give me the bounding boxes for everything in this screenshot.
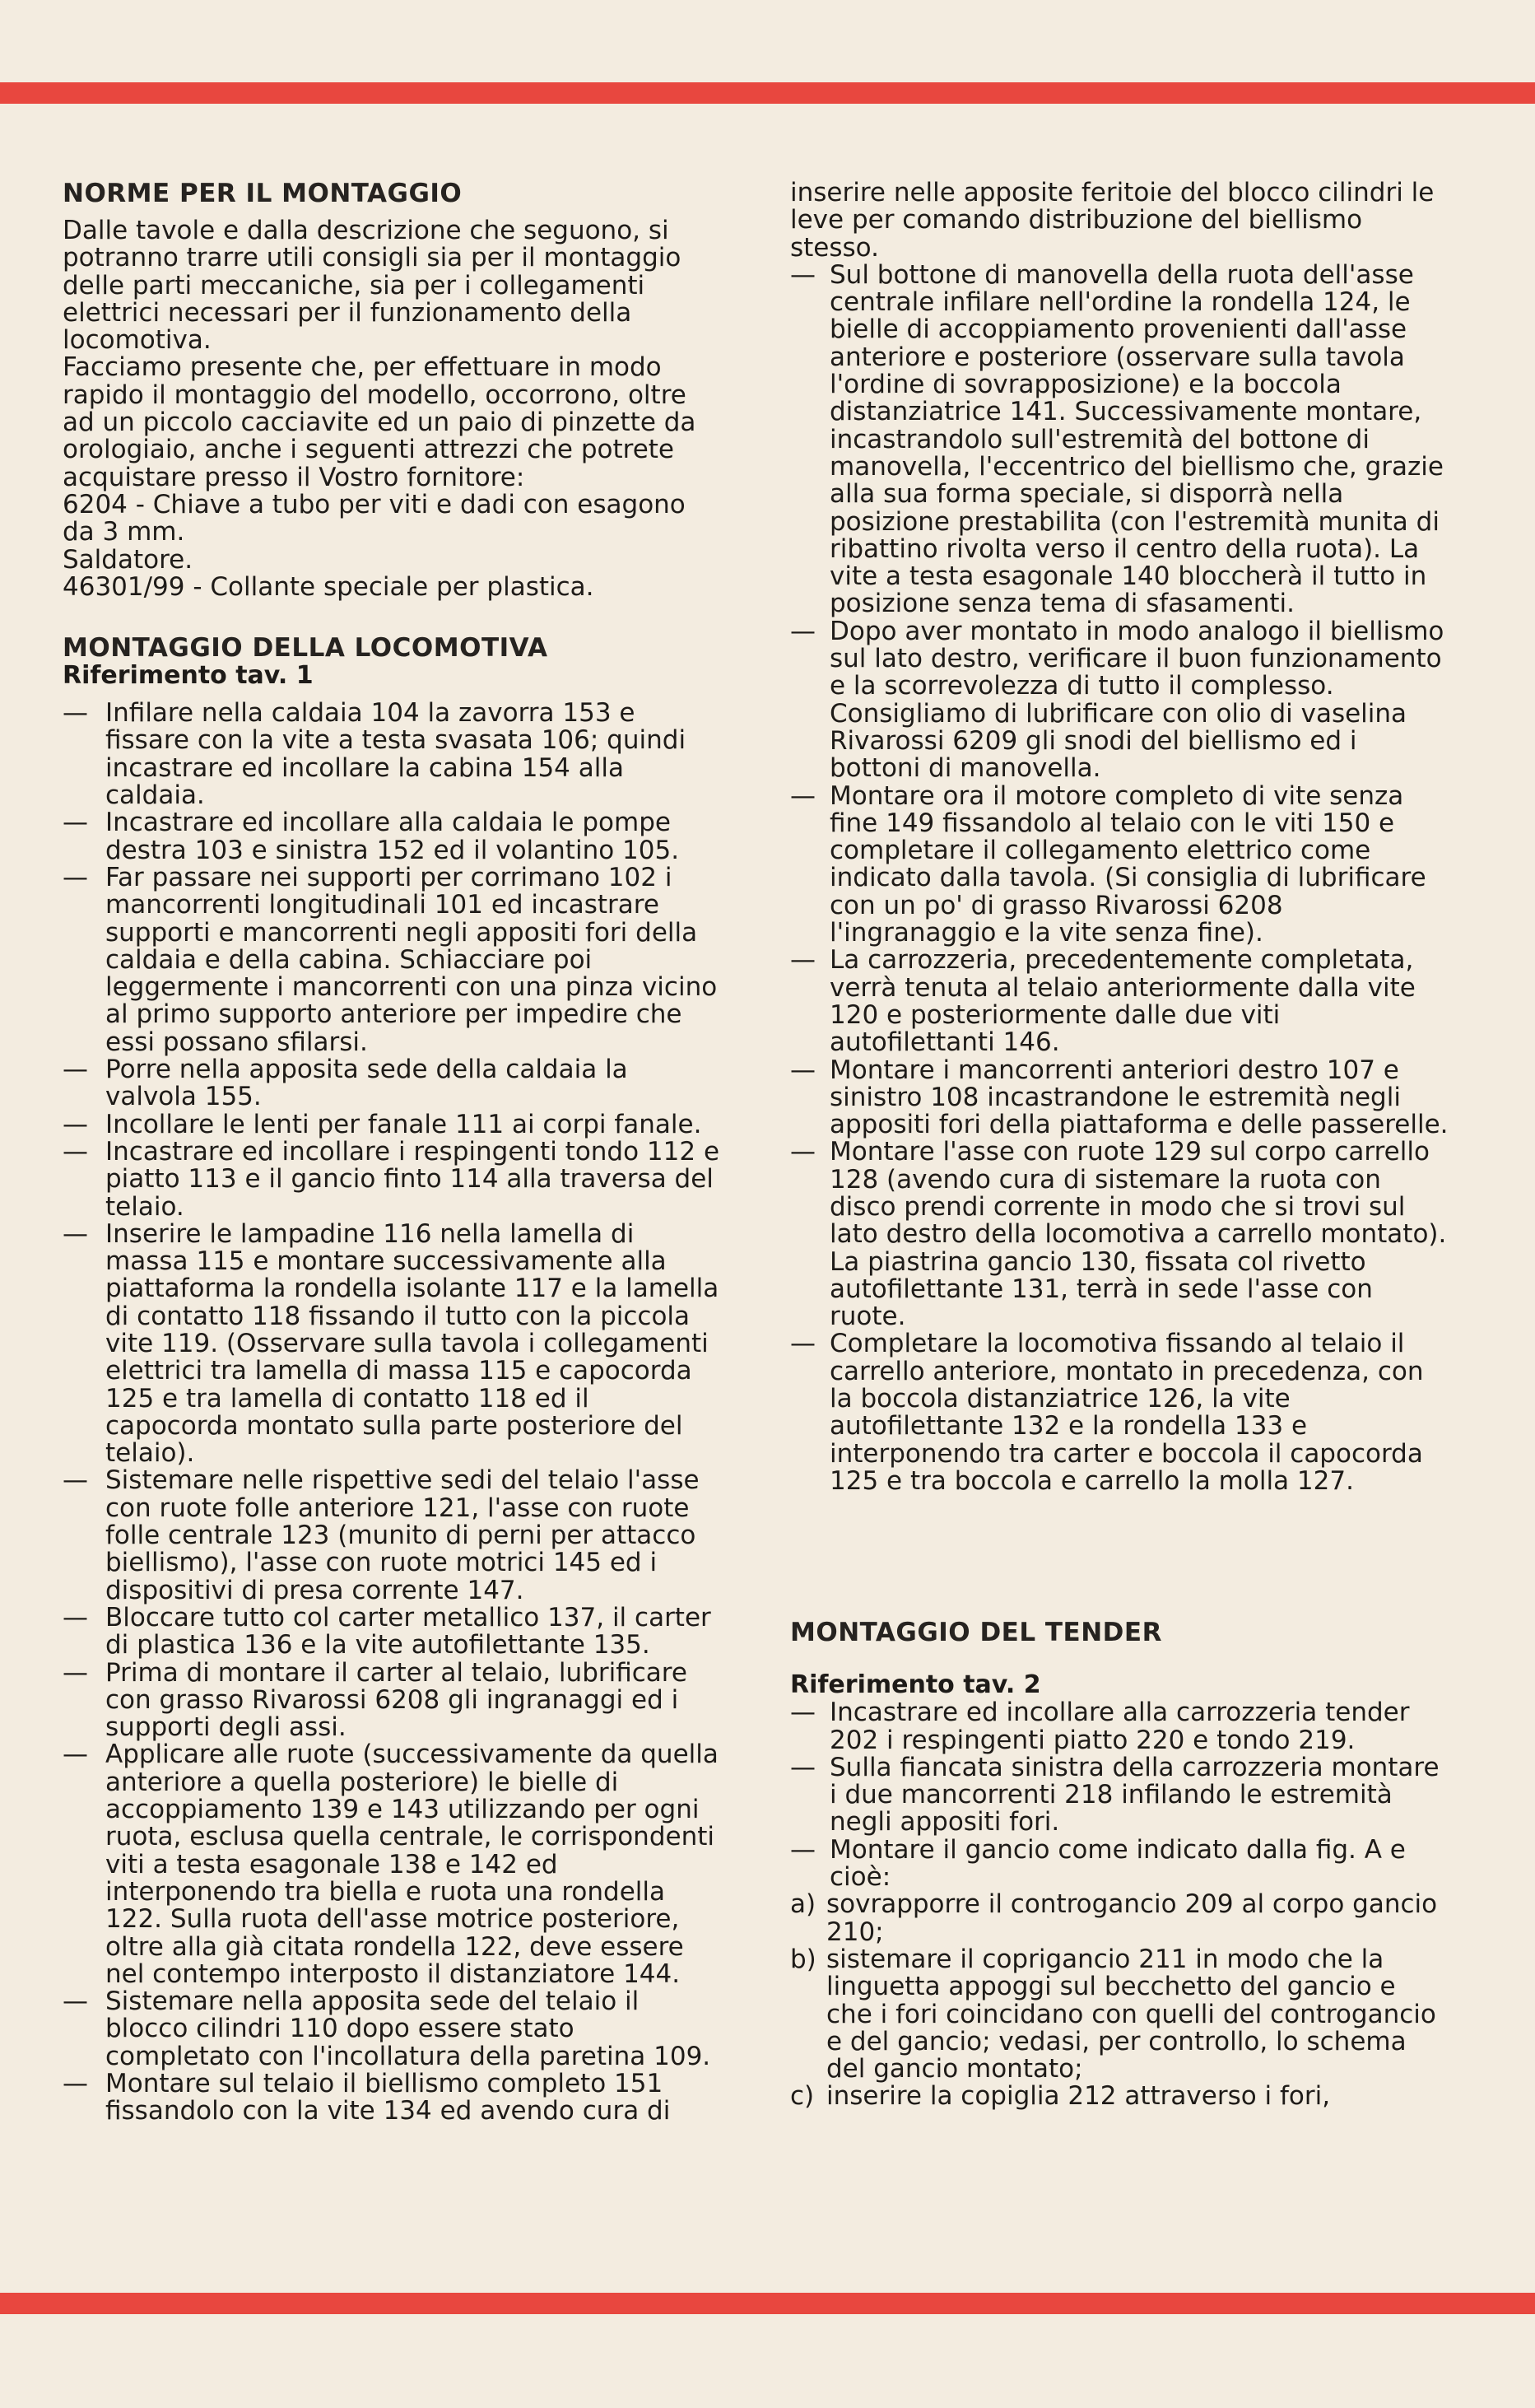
tender-steps-list xyxy=(790,1699,1449,1891)
list-item: — Incollare le lenti per fanale 111 ai corpi fanale. xyxy=(63,1111,721,1139)
intro-paragraph: Dalle tavole e dalla descrizione che seguono, si potranno trarre utili consigli sia per il montaggio delle parti meccaniche, sia per i collegamenti elettrici necessari per il funzionamento della locomotiva. xyxy=(63,216,681,356)
list-item: — Montare ora il motore completo di vite senza fine 149 fissandolo al telaio con le viti 150 e completare il collegamento elettrico come indicato dalla tavola. (Si consiglia di lubrificare con un po' di grasso Rivarossi 6208 l'ingranaggio e la vite senza fine). xyxy=(790,783,1449,948)
list-item: — Far passare nei supporti per corrimano 102 i mancorrenti longitudinali 101 ed incastrare supporti e mancorrenti negli appositi fori della caldaia e della cabina. Schiacciare poi leggermente i mancorrenti con una pinza vicino al primo supporto anteriore per impedire che essi possano sfilarsi. xyxy=(63,864,721,1056)
locomotive-steps-list-continued xyxy=(790,259,1449,1496)
substep-marker: a) xyxy=(790,1889,816,1920)
list-item: — Montare i mancorrenti anteriori destro 107 e sinistro 108 incastrandone le estremità negli appositi fori della piattaforma e delle passerelle. xyxy=(790,1057,1449,1139)
list-item: — Sistemare nella apposita sede del telaio il blocco cilindri 110 dopo essere stato completato con l'incollatura della paretina 109. xyxy=(63,1988,721,2070)
list-item: — Porre nella apposita sede della caldaia la valvola 155. xyxy=(63,1056,721,1111)
substep-text: sovrapporre il controgancio 209 al corpo gancio 210; xyxy=(826,1889,1438,1947)
list-item: — Infilare nella caldaia 104 la zavorra 153 e fissare con la vite a testa svasata 106; quindi incastrare ed incollare la cabina 154 alla caldaia. xyxy=(63,700,721,809)
substep-text: sistemare il coprigancio 211 in modo che la linguetta appoggi sul becchetto del gancio e che i fori coincidano con quelli del controgancio e del gancio; vedasi, per controllo, lo schema del gancio montato; xyxy=(826,1944,1436,2084)
bottom-red-stripe xyxy=(0,2293,1535,2314)
list-item: — Prima di montare il carter al telaio, lubrificare con grasso Rivarossi 6208 gli ingranaggi ed i supporti degli assi. xyxy=(63,1660,721,1742)
list-item: — Applicare alle ruote (successivamente da quella anteriore a quella posteriore) le bielle di accoppiamento 139 e 143 utilizzando per ogni ruota, esclusa quella centrale, le corrispondenti viti a testa esagonale 138 e 142 ed interponendo tra biella e ruota una rondella 122. Sulla ruota dell'asse motrice posteriore, oltre alla già citata rondella 122, deve essere nel contempo interposto il distanziatore 144. xyxy=(63,1741,721,1988)
tool-wrench: 6204 - Chiave a tubo per viti e dadi con esagono da 3 mm. xyxy=(63,489,686,547)
left-column xyxy=(63,179,721,2126)
right-column xyxy=(790,179,1449,2111)
substep-text: inserire la copiglia 212 attraverso i fori, xyxy=(826,2081,1331,2112)
list-item xyxy=(790,1891,1449,1946)
list-item: — Incastrare ed incollare i respingenti tondo 112 e piatto 113 e il gancio finto 114 alla traversa del telaio. xyxy=(63,1139,721,1221)
hook-substeps-list xyxy=(790,1891,1449,2110)
tool-glue: 46301/99 - Collante speciale per plastica. xyxy=(63,571,594,602)
list-item: — Sul bottone di manovella della ruota dell'asse centrale infilare nell'ordine la rondella 124, le bielle di accoppiamento provenienti dall'asse anteriore e posteriore (osservare sulla tavola l'ordine di sovrapposizione) e la boccola distanziatrice 141. Successivamente montare, incastrandolo sull'estremità del bottone di manovella, l'eccentrico del biellismo che, grazie alla sua forma speciale, si disporrà nella posizione prestabilita (con l'estremità munita di ribattino rivolta verso il centro della ruota). La vite a testa esagonale 140 bloccherà il tutto in posizione senza tema di sfasamenti. xyxy=(790,262,1449,618)
reference-tav-2: Riferimento tav. 2 xyxy=(790,1670,1041,1700)
list-item xyxy=(790,2083,1449,2110)
list-item: — Incastrare ed incollare alla caldaia le pompe destra 103 e sinistra 152 ed il volantino 105. xyxy=(63,809,721,864)
list-item xyxy=(790,1946,1449,2083)
reference-tav-1: Riferimento tav. 1 xyxy=(63,661,314,691)
list-item: — Bloccare tutto col carter metallico 137, il carter di plastica 136 e la vite autofilettante 135. xyxy=(63,1605,721,1660)
list-item: — Sulla fiancata sinistra della carrozzeria montare i due mancorrenti 218 infilando le estremità negli appositi fori. xyxy=(790,1754,1449,1837)
list-item: — Dopo aver montato in modo analogo il biellismo sul lato destro, verificare il buon funzionamento e la scorrevolezza di tutto il complesso. Consigliamo di lubrificare con olio di vaselina Rivarossi 6209 gli snodi del biellismo ed i bottoni di manovella. xyxy=(790,618,1449,783)
list-item: — Montare il gancio come indicato dalla fig. A e cioè: xyxy=(790,1837,1449,1892)
tools-paragraph: Facciamo presente che, per effettuare in modo rapido il montaggio del modello, occorrono, oltre ad un piccolo cacciavite ed un paio di pinzette da orologiaio, anche i seguenti attrezzi che potrete acquistare presso il Vostro fornitore: xyxy=(63,352,696,492)
list-item: — Incastrare ed incollare alla carrozzeria tender 202 i respingenti piatto 220 e tondo 219. xyxy=(790,1699,1449,1754)
list-item: — Completare la locomotiva fissando al telaio il carrello anteriore, montato in precedenza, con la boccola distanziatrice 126, la vite autofilettante 132 e la rondella 133 e interponendo tra carter e boccola il capocorda 125 e tra boccola e carrello la molla 127. xyxy=(790,1330,1449,1495)
section-title-norme: NORME PER IL MONTAGGIO xyxy=(63,179,463,208)
substep-marker: c) xyxy=(790,2081,815,2112)
section-title-locomotiva: MONTAGGIO DELLA LOCOMOTIVA xyxy=(63,633,548,664)
list-item: — Montare sul telaio il biellismo completo 151 fissandolo con la vite 134 ed avendo cura di xyxy=(63,2070,721,2126)
substep-marker: b) xyxy=(790,1944,816,1974)
list-item: — La carrozzeria, precedentemente completata, verrà tenuta al telaio anteriormente dalla vite 120 e posteriormente dalle due viti autofilettanti 146. xyxy=(790,947,1449,1056)
list-item: — Sistemare nelle rispettive sedi del telaio l'asse con ruote folle anteriore 121, l'asse con ruote folle centrale 123 (munito di perni per attacco biellismo), l'asse con ruote motrici 145 ed i dispositivi di presa corrente 147. xyxy=(63,1467,721,1604)
continuation-text: inserire nelle apposite feritoie del blocco cilindri le leve per comando distribuzione del biellismo stesso. xyxy=(790,178,1435,263)
list-item: — Montare l'asse con ruote 129 sul corpo carrello 128 (avendo cura di sistemare la ruota con disco prendi corrente in modo che si trovi sul lato destro della locomotiva a carrello montato). La piastrina gancio 130, fissata col rivetto autofilettante 131, terrà in sede l'asse con ruote. xyxy=(790,1139,1449,1330)
section-title-tender: MONTAGGIO DEL TENDER xyxy=(790,1618,1162,1648)
top-red-stripe xyxy=(0,82,1535,104)
locomotive-steps-list xyxy=(63,700,721,2125)
tool-soldering-iron: Saldatore. xyxy=(63,544,193,575)
list-item: — Inserire le lampadine 116 nella lamella di massa 115 e montare successivamente alla piattaforma la rondella isolante 117 e la lamella di contatto 118 fissando il tutto con la piccola vite 119. (Osservare sulla tavola i collegamenti elettrici tra lamella di massa 115 e capocorda 125 e tra lamella di contatto 118 ed il capocorda montato sulla parte posteriore del telaio). xyxy=(63,1221,721,1468)
